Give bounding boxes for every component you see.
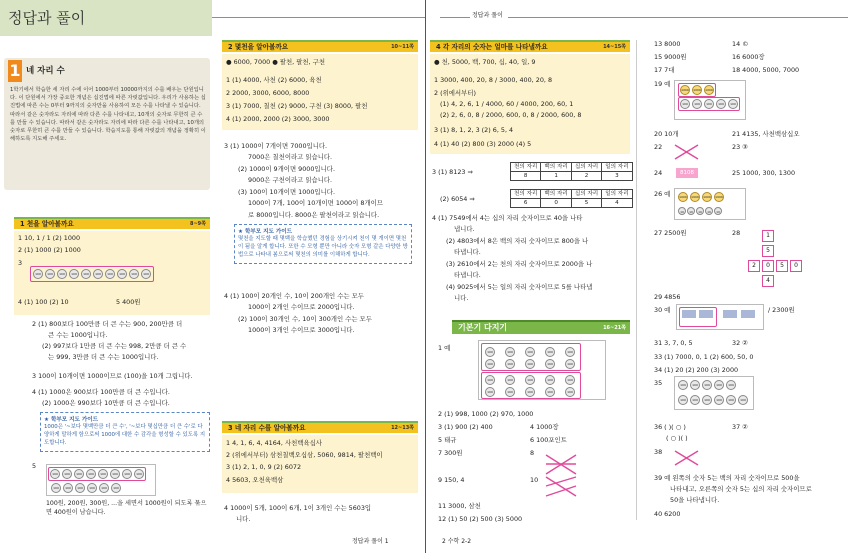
- coin-100: 100: [87, 483, 97, 493]
- coin-row: [485, 359, 575, 369]
- section-pages: 16~21쪽: [603, 325, 626, 331]
- guide-title: ★ 학부모 지도 가이드: [44, 417, 99, 423]
- coin-100: 100: [714, 380, 724, 390]
- coin-100: 100: [110, 469, 120, 479]
- answer-26: 26 예: [654, 190, 671, 198]
- explain-4a: 4 1000이 5개, 100이 6개, 1이 3개인 수는 5603입: [224, 504, 372, 512]
- section-bar-4: [430, 40, 630, 52]
- coin-100: 100: [51, 483, 61, 493]
- explain-4b: 냅니다.: [454, 225, 475, 233]
- section-pages: 10~11쪽: [391, 44, 414, 50]
- answer-39c: 50을 나타냅니다.: [670, 496, 720, 504]
- section-title: 4 각 자리의 숫자는 얼마를 나타낼까요: [436, 43, 548, 51]
- coin-100: 100: [690, 380, 700, 390]
- coin-100: 100: [74, 469, 84, 479]
- answer-5: 5 400원: [116, 298, 141, 306]
- coin-100: 100: [678, 395, 688, 405]
- coin-row: [485, 347, 575, 357]
- concept-answer: ● 천, 5000, 백, 700, 십, 40, 일, 9: [434, 58, 536, 66]
- parent-guide-1: [40, 412, 210, 452]
- coin-drawing-26: [674, 188, 746, 220]
- matching-lines-22: [672, 142, 702, 162]
- table-header: 백의 자리: [541, 190, 571, 199]
- coin-100: 100: [69, 269, 79, 279]
- coin-drawing-35: [674, 376, 754, 410]
- coin-100: 100: [738, 395, 748, 405]
- banknote-1000: [741, 310, 755, 318]
- header-rule: [508, 17, 848, 18]
- coin-1000: 1000: [714, 192, 724, 202]
- matching-lines-10: [542, 474, 582, 500]
- coin-1000: 1000: [692, 85, 702, 95]
- answer-10: 10: [530, 476, 539, 484]
- explain-3a: 3 (1) 1000이 7개이면 7000입니다.: [224, 142, 328, 150]
- coin-100: 100: [505, 359, 515, 369]
- answer-32: 32 ②: [732, 339, 748, 347]
- answer-22: 22: [654, 143, 663, 151]
- answer-33: 33 (1) 7000, 0, 1 (2) 600, 50, 0: [654, 353, 754, 361]
- page-title: 정답과 풀이: [8, 9, 86, 27]
- coin-row: [678, 395, 748, 405]
- unit-box: [4, 58, 210, 190]
- answer-38: 38: [654, 448, 663, 456]
- right-page: [426, 0, 849, 553]
- answer-39b: 나타내고, 오른쪽의 숫자 5는 십의 자리 숫자이므로: [670, 485, 812, 493]
- place-value-table-1: [510, 162, 633, 181]
- coin-100: 100: [680, 99, 690, 109]
- answer-3: 3 (1) 900 (2) 400: [438, 423, 493, 431]
- answer-2: 2 (1) 1000 (2) 1000: [18, 246, 81, 254]
- coin-100: 100: [122, 469, 132, 479]
- answer-4: 4 (1) 2000, 2000 (2) 3000, 3000: [226, 115, 330, 123]
- answer-24-code: 8108: [676, 168, 698, 178]
- answer-25: 25 1000, 300, 1300: [732, 169, 796, 177]
- explain-2b: 큰 수는 1000입니다.: [48, 331, 108, 339]
- section-title: 3 네 자리 수를 알아볼까요: [228, 424, 306, 432]
- page-header: [0, 0, 212, 36]
- table-cell: 1: [541, 172, 571, 181]
- coin-100: 100: [525, 387, 535, 397]
- coin-1000: 1000: [678, 192, 688, 202]
- coin-100: 100: [98, 469, 108, 479]
- coin-100: 100: [716, 99, 726, 109]
- page-footer: 2 수학 2-2: [442, 538, 472, 546]
- coin-1000: 1000: [702, 192, 712, 202]
- section-pages: 12~13쪽: [391, 425, 414, 431]
- coin-100: 100: [728, 99, 738, 109]
- coin-100: 100: [525, 347, 535, 357]
- table-header: 일의 자리: [602, 163, 632, 172]
- matching-lines-38: [672, 448, 702, 468]
- coin-10: 10: [696, 207, 704, 215]
- explain-5: 5: [32, 462, 37, 470]
- coin-100: 100: [702, 395, 712, 405]
- table-header: 일의 자리: [602, 190, 632, 199]
- coin-100: 100: [62, 469, 72, 479]
- puzzle-cell: 4: [762, 275, 774, 287]
- banknote-drawing: [676, 304, 764, 330]
- coin-100: 100: [111, 483, 121, 493]
- answer-40: 40 6200: [654, 510, 681, 518]
- puzzle-cell: 5: [776, 260, 788, 272]
- explain-4c: (2) 4803에서 8은 백의 자리 숫자이므로 800을 나: [446, 237, 589, 245]
- answer-1: 1 3000, 400, 20, 8 / 3000, 400, 20, 8: [434, 76, 553, 84]
- section-bar-basic: [452, 320, 630, 334]
- coin-100: 100: [57, 269, 67, 279]
- coin-100: 100: [545, 387, 555, 397]
- coin-row: [485, 387, 575, 397]
- unit-title: 네 자리 수: [26, 66, 65, 76]
- coin-100: 100: [714, 395, 724, 405]
- explain-4a: 4 (1) 100이 20개인 수, 10이 200개인 수는 모두: [224, 292, 364, 300]
- coin-100: 100: [505, 387, 515, 397]
- coin-100: 100: [726, 395, 736, 405]
- table-header: 백의 자리: [541, 163, 571, 172]
- answer-2: 2 (위에서부터) 삼천칠백오십삼, 5060, 9814, 팔천백이: [226, 451, 383, 459]
- page-footer: 정답과 풀이 1: [352, 538, 389, 546]
- table-cell: 6: [511, 199, 541, 208]
- coin-group: [30, 266, 154, 282]
- coin-100: 100: [141, 269, 151, 279]
- coin-100: 100: [485, 387, 495, 397]
- coin-100: 100: [565, 375, 575, 385]
- answer-13: 13 8000: [654, 40, 681, 48]
- explain-3e: (3) 100이 10개이면 1000입니다.: [238, 188, 335, 196]
- coin-100: 100: [545, 359, 555, 369]
- answer-3: 3: [18, 259, 23, 267]
- answer-1: 1 예: [438, 344, 451, 352]
- coin-100: 100: [86, 469, 96, 479]
- explain-4d: 1000이 3개인 수이므로 3000입니다.: [248, 326, 355, 334]
- coin-10: 10: [705, 207, 713, 215]
- guide-title: ★ 학부모 지도 가이드: [238, 229, 293, 235]
- explain-4h: 니다.: [454, 294, 469, 302]
- coin-row: [485, 375, 575, 385]
- explain-2d: 는 999, 3만큼 더 큰 수는 1000입니다.: [48, 353, 159, 361]
- answer-28: 28: [732, 229, 741, 237]
- answer-2: 2 (1) 998, 1000 (2) 970, 1000: [438, 410, 534, 418]
- answer-6: 6 100포인트: [530, 436, 567, 444]
- coin-100: 100: [105, 269, 115, 279]
- explain-3g: 로 8000입니다. 8000은 팔천이라고 읽습니다.: [248, 211, 380, 219]
- answer-21: 21 4135, 사천백삼십오: [732, 130, 800, 138]
- coin-100: 100: [134, 469, 144, 479]
- answer-15: 15 9000원: [654, 53, 687, 61]
- coin-100: 100: [63, 483, 73, 493]
- explain-3f: 1000이 7개, 100이 10개이면 1000이 8개이므: [248, 199, 383, 207]
- answer-2: 2 (위에서부터): [434, 89, 476, 97]
- answer-36a: 36 ( )( ○ ): [654, 423, 686, 431]
- answer-35: 35: [654, 379, 663, 387]
- answer-12: 12 (1) 50 (2) 500 (3) 5000: [438, 515, 523, 523]
- coin-100: 100: [485, 347, 495, 357]
- section-pages: 14~15쪽: [603, 44, 626, 50]
- coin-10: 10: [714, 207, 722, 215]
- section-bar-3: [222, 421, 418, 433]
- section-bar-1: [14, 217, 210, 229]
- explain-4a: 4 (1) 7549에서 4는 십의 자리 숫자이므로 40을 나타: [432, 214, 583, 222]
- explain-4g: (4) 9025에서 5는 일의 자리 숫자이므로 5를 나타냅: [446, 283, 593, 291]
- answer-3: 3 (1) 8, 1, 2, 3 (2) 6, 5, 4: [434, 126, 514, 134]
- explain-4e: (3) 2610에서 2는 천의 자리 숫자이므로 2000을 나: [446, 260, 593, 268]
- answer-2: 2 2000, 3000, 6000, 8000: [226, 89, 310, 97]
- answer-17: 17 7대: [654, 66, 675, 74]
- puzzle-cell: 2: [748, 260, 760, 272]
- explain-3c: (2) 1000이 9개이면 9000입니다.: [238, 165, 335, 173]
- explain-4b: 니다.: [236, 515, 251, 523]
- coin-100: 100: [545, 347, 555, 357]
- explain-4b: 1000이 2개인 수이므로 2000입니다.: [248, 303, 355, 311]
- coin-100: 100: [33, 269, 43, 279]
- explain-4d: 타냅니다.: [454, 248, 481, 256]
- puzzle-cell: 0: [762, 260, 774, 272]
- coin-100: 100: [50, 469, 60, 479]
- answer-7: 7 300원: [438, 449, 463, 457]
- section-pages: 8~9쪽: [190, 221, 206, 227]
- table-cell: 0: [541, 199, 571, 208]
- table-header: 천의 자리: [511, 190, 541, 199]
- coin-10: 10: [687, 207, 695, 215]
- explain-4c: (2) 100이 30개인 수, 10이 300개인 수는 모두: [238, 315, 372, 323]
- answer-9: 9 150, 4: [438, 476, 465, 484]
- answer-1: 1 10, 1 / 1 (2) 1000: [18, 234, 81, 242]
- table-label-1: 3 (1) 8123 ⇒: [432, 168, 473, 176]
- coin-100: 100: [81, 269, 91, 279]
- answer-4: 4 (1) 100 (2) 10: [18, 298, 69, 306]
- coin-100: 100: [565, 347, 575, 357]
- coin-100: 100: [485, 375, 495, 385]
- answer-24: 24: [654, 169, 663, 177]
- header-rule: [212, 17, 425, 18]
- coin-group-rest: [51, 483, 121, 493]
- table-label-2: (2) 6054 ⇒: [440, 195, 475, 203]
- coin-drawing-19: [674, 80, 746, 120]
- answer-37: 37 ②: [732, 423, 748, 431]
- answer-31: 31 3, 7, 0, 5: [654, 339, 693, 347]
- answer-11: 11 3000, 삼천: [438, 502, 481, 510]
- answer-2b: (2) 2, 6, 0, 8 / 2000, 600, 0, 8 / 2000, 600, 8: [440, 111, 582, 119]
- banknote-1000: [682, 310, 696, 318]
- page-header: 정답과 풀이: [472, 12, 503, 19]
- answer-18: 18 4000, 5000, 7000: [732, 66, 800, 74]
- coin-1000: 1000: [704, 85, 714, 95]
- coin-grid: [478, 340, 606, 400]
- answer-39a: 39 예 왼쪽의 숫자 5는 백의 자리 숫자이므로 500을: [654, 474, 800, 482]
- banknote-1000: [699, 310, 713, 318]
- table-cell: 2: [571, 172, 601, 181]
- answer-1: 1 (1) 4000, 사천 (2) 6000, 육천: [226, 76, 322, 84]
- answer-4: 4 5603, 오천육백삼: [226, 476, 284, 484]
- explain-5b: 100원, 200원, 300원, ...을 세면서 1000원이 되도록 묶으면 400원이 남습니다.: [46, 500, 207, 516]
- table-cell: 4: [602, 199, 632, 208]
- coin-100: 100: [565, 359, 575, 369]
- column-divider: [636, 40, 637, 520]
- answer-4: 4 1000장: [530, 423, 559, 431]
- coin-10: 10: [678, 207, 686, 215]
- coin-100: 100: [525, 375, 535, 385]
- answer-36b: ( ○ )( ): [666, 434, 688, 442]
- coin-group-circled: [678, 83, 716, 97]
- header-rule: [440, 17, 470, 18]
- coin-100: 100: [129, 269, 139, 279]
- answer-3: 3 (1) 7000, 칠천 (2) 9000, 구천 (3) 8000, 팔천: [226, 102, 368, 110]
- concept-answer: ● 6000, 7000 ● 팔천, 팔천, 구천: [226, 58, 326, 66]
- place-value-table-2: [510, 189, 633, 208]
- coin-100: 100: [525, 359, 535, 369]
- coin-100: 100: [726, 380, 736, 390]
- answer-23: 23 ③: [732, 143, 748, 151]
- coin-drawing: [46, 464, 156, 496]
- explain-3: 3 100이 10개이면 1000이므로 (100)을 10개 그립니다.: [32, 372, 193, 380]
- explain-4a: 4 (1) 1000은 900보다 100만큼 더 큰 수입니다.: [32, 388, 170, 396]
- coin-100: 100: [702, 380, 712, 390]
- explain-3d: 9000은 구천이라고 읽습니다.: [248, 176, 333, 184]
- table-header: 십의 자리: [571, 190, 601, 199]
- answer-14: 14 ©: [732, 40, 749, 48]
- answer-30b: / 2300원: [768, 306, 795, 314]
- coin-100: 100: [75, 483, 85, 493]
- coin-100: 100: [93, 269, 103, 279]
- answer-2a: (1) 4, 2, 6, 1 / 4000, 60 / 4000, 200, 60, 1: [440, 100, 574, 108]
- coin-100: 100: [505, 347, 515, 357]
- coin-group-circled: [678, 97, 740, 111]
- answer-20: 20 10개: [654, 130, 679, 138]
- section-title: 2 몇천을 알아볼까요: [228, 43, 289, 51]
- section-title: 1 천을 알아볼까요: [20, 220, 74, 228]
- coin-row: [678, 380, 736, 390]
- explain-3b: 7000은 칠천이라고 읽습니다.: [248, 153, 333, 161]
- table-cell: 5: [571, 199, 601, 208]
- answer-34: 34 (1) 20 (2) 200 (3) 2000: [654, 366, 739, 374]
- answer-30: 30 예: [654, 306, 671, 314]
- unit-intro: 1학기에서 학습한 세 자리 수에 이어 1000부터 10000까지의 수를 배우는 단원입니다. 이 단원에서 가장 중요한 개념은 십진법에 따른 자릿값입니다. 우리가 사용하는 십진법에 따른 수는 0부터 9까지의 숫자만을 사용하여 모든 수를 나타낼 수 있습니다. 따라서 같은 숫자라도 자리에 따라 다른 수를 나타내고, 10개의 숫자로 무한히 큰 수를 만들 수 있습니다. 따라서 같은 숫자라도 자리에 따라 다른 수를 나타내고, 10개의 숫자로 무한히 큰 수를 만들 수 있습니다. 학습지도를 통해 자릿값의 개념을 정확히 이해하도록 지도해 주세요.: [10, 87, 206, 143]
- explain-4f: 타냅니다.: [454, 271, 481, 279]
- section-bar-2: [222, 40, 418, 52]
- table-cell: 3: [602, 172, 632, 181]
- coin-100: 100: [545, 375, 555, 385]
- puzzle-cell: 0: [790, 260, 802, 272]
- coin-1000: 1000: [680, 85, 690, 95]
- coin-row: [678, 207, 722, 215]
- coin-100: 100: [678, 380, 688, 390]
- coin-row: [678, 192, 724, 202]
- coin-group-circled: [48, 467, 146, 481]
- coin-1000: 1000: [690, 192, 700, 202]
- explain-4b: (2) 1000은 990보다 10만큼 더 큰 수입니다.: [42, 399, 170, 407]
- coin-100: 100: [692, 99, 702, 109]
- table-header: 십의 자리: [571, 163, 601, 172]
- answer-16: 16 6000장: [732, 53, 765, 61]
- answer-4: 4 (1) 40 (2) 800 (3) 2000 (4) 5: [434, 140, 532, 148]
- coin-100: 100: [690, 395, 700, 405]
- coin-100: 100: [485, 359, 495, 369]
- coin-100: 100: [565, 387, 575, 397]
- coin-100: 100: [704, 99, 714, 109]
- banknote-1000: [723, 310, 737, 318]
- parent-guide-2: [234, 224, 412, 264]
- table-cell: 8: [511, 172, 541, 181]
- table-header: 천의 자리: [511, 163, 541, 172]
- coin-100: 100: [117, 269, 127, 279]
- answer-27: 27 2500원: [654, 229, 687, 237]
- guide-text: 1000은 '~보다 몇백만큼 더 큰 수', '~보다 몇십만큼 더 큰 수'로 다양하게 말하게 함으로써 1000에 대한 수 감각을 형성할 수 있도록 지도합니다.: [44, 424, 206, 446]
- answer-29: 29 4856: [654, 293, 681, 301]
- explain-2a: 2 (1) 800보다 100만큼 더 큰 수는 900, 200만큼 더: [32, 320, 183, 328]
- puzzle-cell: 1: [762, 230, 774, 242]
- coin-100: 100: [99, 483, 109, 493]
- section-title: 기본기 다지기: [458, 323, 508, 332]
- cross-puzzle: [748, 230, 812, 290]
- guide-text: 몇천을 지도할 때 몇백을 학습했던 경험을 상기시켜 천이 몇 개이면 몇천이 됨을 알게 합니다. 또한 수 모형 뿐만 아니라 숫자 모형 같은 다양한 방법으로 나타내 봄으로써 몇천의 의미를 이해하게 합니다.: [238, 236, 408, 258]
- explain-2c: (2) 997보다 1만큼 더 큰 수는 998, 2만큼 더 큰 수: [42, 342, 187, 350]
- answer-1: 1 4, 1, 6, 4, 4164, 사천백육십사: [226, 439, 322, 447]
- answer-19: 19 예: [654, 80, 671, 88]
- coin-100: 100: [505, 375, 515, 385]
- puzzle-cell: 5: [762, 245, 774, 257]
- answer-8: 8: [530, 449, 535, 457]
- answer-3: 3 (1) 2, 1, 0, 9 (2) 6072: [226, 463, 302, 471]
- answer-5: 5 태규: [438, 436, 457, 444]
- coin-100: 100: [45, 269, 55, 279]
- unit-number: 1: [9, 61, 21, 80]
